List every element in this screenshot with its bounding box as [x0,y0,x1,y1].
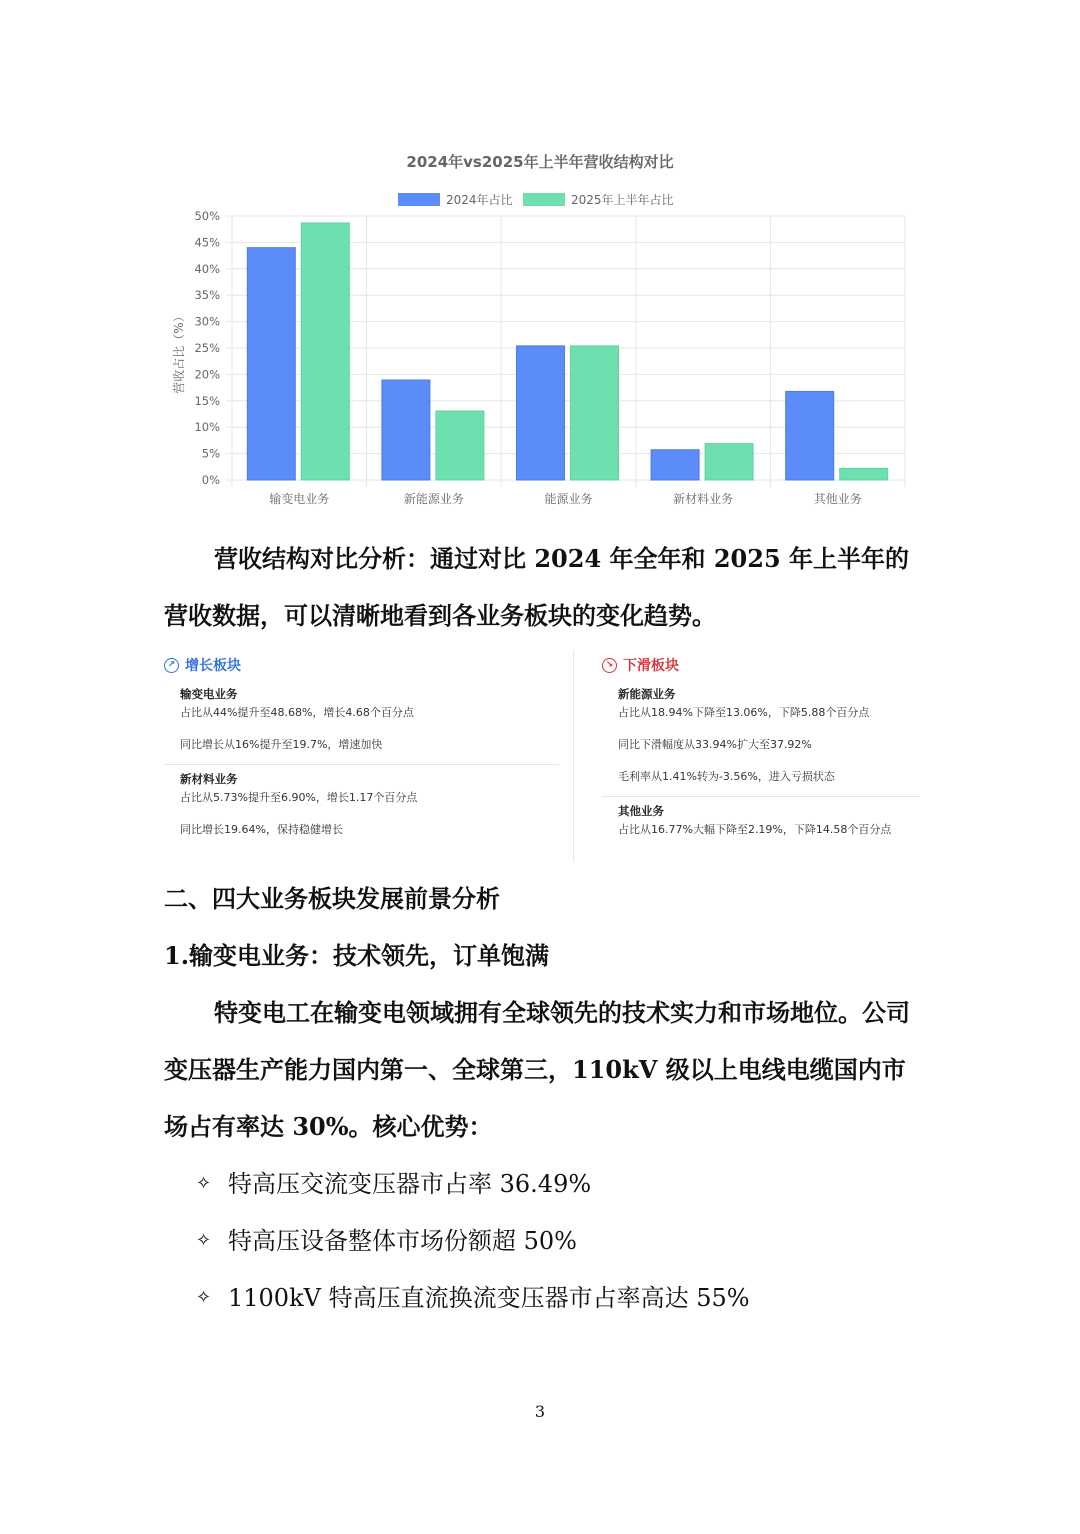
y-tick-label: 5% [201,446,220,461]
bullet-text: 特高压交流变压器市占率 36.49% [228,1170,592,1198]
y-tick-label: 50% [194,209,220,223]
business-name: 输变电业务 [180,687,238,701]
business-detail: 同比增长19.64%，保持稳健增长 [180,823,343,836]
diamond-bullet-icon: ✧ [196,1287,212,1308]
revenue-structure-bar-chart [160,140,920,520]
business-detail: 占比从16.77%大幅下降至2.19%，下降14.58个百分点 [618,823,892,836]
diamond-bullet-icon: ✧ [196,1173,212,1194]
business-name: 新材料业务 [180,772,238,786]
sub-title: 1.输变电业务：技术领先，订单饱满 [164,941,550,970]
diamond-bullet-icon: ✧ [196,1230,212,1251]
bar-2024 [517,346,565,480]
y-tick-label: 35% [194,288,220,303]
growth-title: 增长板块 [185,658,241,674]
trend-down-icon: ↘ [602,658,617,673]
growth-header [164,650,559,680]
legend-swatch [398,193,440,206]
bullet-text: 1100kV 特高压直流换流变压器市占率高达 55% [228,1284,750,1312]
x-tick-label: 能源业务 [544,492,593,506]
bar-2025h1 [571,346,619,480]
y-tick-label: 45% [194,235,220,250]
business-name: 新能源业务 [618,687,676,701]
y-tick-label: 10% [194,420,220,435]
x-tick-label: 新材料业务 [673,492,734,506]
section-title: 二、四大业务板块发展前景分析 [164,884,500,913]
comparison-cards [164,650,920,862]
bar-2025h1 [436,411,484,480]
business-detail: 占比从44%提升至48.68%，增长4.68个百分点 [180,706,414,719]
y-axis-label: 营收占比（%） [172,310,186,394]
business-detail: 占比从5.73%提升至6.90%，增长1.17个百分点 [180,791,418,804]
decline-card [602,650,920,849]
y-tick-label: 20% [194,367,220,382]
business-item [164,764,559,849]
bar-2025h1 [301,223,349,480]
legend-label: 2024年占比 [446,193,513,207]
decline-title: 下滑板块 [623,658,679,674]
bullet-item [196,1169,591,1199]
bar-2025h1 [705,444,753,480]
y-tick-label: 25% [194,341,220,355]
business-item [602,796,920,849]
business-name: 其他业务 [618,804,664,818]
legend-swatch [523,193,565,206]
bar-2024 [382,380,430,480]
page-number: 3 [534,1402,546,1421]
bullet-item [196,1283,750,1313]
bar-2025h1 [840,468,888,480]
business-detail: 同比增长从16%提升至19.7%，增速加快 [180,738,383,751]
bar-2024 [651,450,699,480]
bullet-text: 特高压设备整体市场份额超 50% [228,1227,577,1255]
growth-card [164,650,559,849]
decline-header [602,650,920,680]
y-tick-label: 15% [194,393,220,408]
trend-up-icon: ↗ [164,658,179,673]
y-tick-label: 30% [194,314,220,329]
business-detail: 占比从18.94%下降至13.06%，下降5.88个百分点 [618,706,870,719]
business-item [164,680,559,764]
y-tick-label: 0% [201,473,220,487]
bullet-item [196,1226,577,1256]
x-tick-label: 其他业务 [813,492,862,506]
chart-title: 2024年vs2025年上半年营收结构对比 [406,153,674,171]
x-tick-label: 输变电业务 [269,492,330,506]
body-paragraph: 特变电工在输变电领域拥有全球领先的技术实力和市场地位。公司变压器生产能力国内第一、全球第三，110kV 级以上电线电缆国内市场占有率达 30%。核心优势： [164,998,910,1141]
bar-2024 [786,391,834,480]
y-tick-label: 40% [194,261,220,276]
intro-paragraph: 营收结构对比分析：通过对比 2024 年全年和 2025 年上半年的营收数据，可以清晰地看到各业务板块的变化趋势。 [164,544,910,630]
business-detail: 毛利率从1.41%转为-3.56%，进入亏损状态 [618,770,835,783]
business-item [602,680,920,796]
business-detail: 同比下滑幅度从33.94%扩大至37.92% [618,738,812,751]
x-tick-label: 新能源业务 [403,492,464,506]
divider [573,650,574,862]
legend-label: 2025年上半年占比 [571,193,674,207]
bar-2024 [247,248,295,480]
